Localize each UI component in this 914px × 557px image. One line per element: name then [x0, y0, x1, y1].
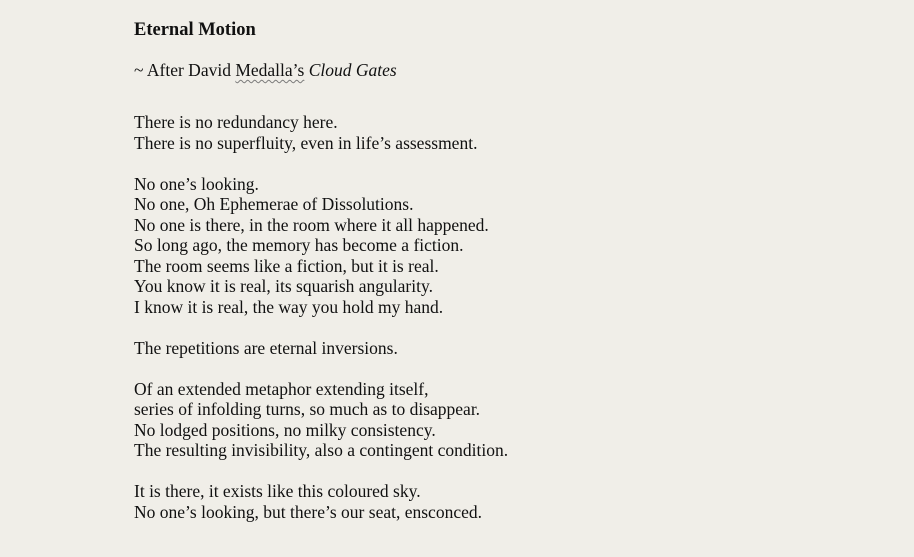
epigraph-artist-name: Medalla’s [235, 60, 305, 80]
poem-epigraph [134, 59, 894, 81]
poem [134, 18, 894, 543]
poem-line: No one’s looking. [134, 173, 259, 194]
poem-body [134, 112, 894, 522]
stanza [134, 112, 894, 153]
poem-line: There is no superfluity, even in life’s assessment. [134, 132, 478, 153]
epigraph-work-title: Cloud Gates [308, 60, 397, 80]
poem-title: Eternal Motion [134, 20, 256, 40]
stanza [134, 379, 894, 461]
poem-line: There is no redundancy here. [134, 112, 338, 132]
poem-line: Of an extended metaphor extending itself, [134, 378, 429, 399]
epigraph-prefix: ~ After David [134, 60, 236, 80]
poem-line: It is there, it exists like this coloured sky. [134, 481, 421, 501]
poem-line: The repetitions are eternal inversions. [134, 337, 398, 358]
poem-line: No one’s looking, but there’s our seat, ensconced. [134, 501, 482, 522]
poem-line: No one is there, in the room where it all happened. [134, 214, 489, 235]
stanza [134, 481, 894, 522]
poem-line: You know it is real, its squarish angularity. [134, 276, 433, 296]
poem-line: series of infolding turns, so much as to disappear. [134, 399, 481, 419]
poem-line: I know it is real, the way you hold my hand. [134, 296, 444, 317]
stanza [134, 338, 894, 359]
stanza [134, 174, 894, 318]
poem-line: No one, Oh Ephemerae of Dissolutions. [134, 194, 414, 214]
poem-line: So long ago, the memory has become a fiction. [134, 235, 464, 255]
poem-line: The resulting invisibility, also a contingent condition. [134, 440, 509, 460]
poem-line: The room seems like a fiction, but it is real. [134, 255, 439, 276]
poem-line: No lodged positions, no milky consistency. [134, 419, 436, 440]
